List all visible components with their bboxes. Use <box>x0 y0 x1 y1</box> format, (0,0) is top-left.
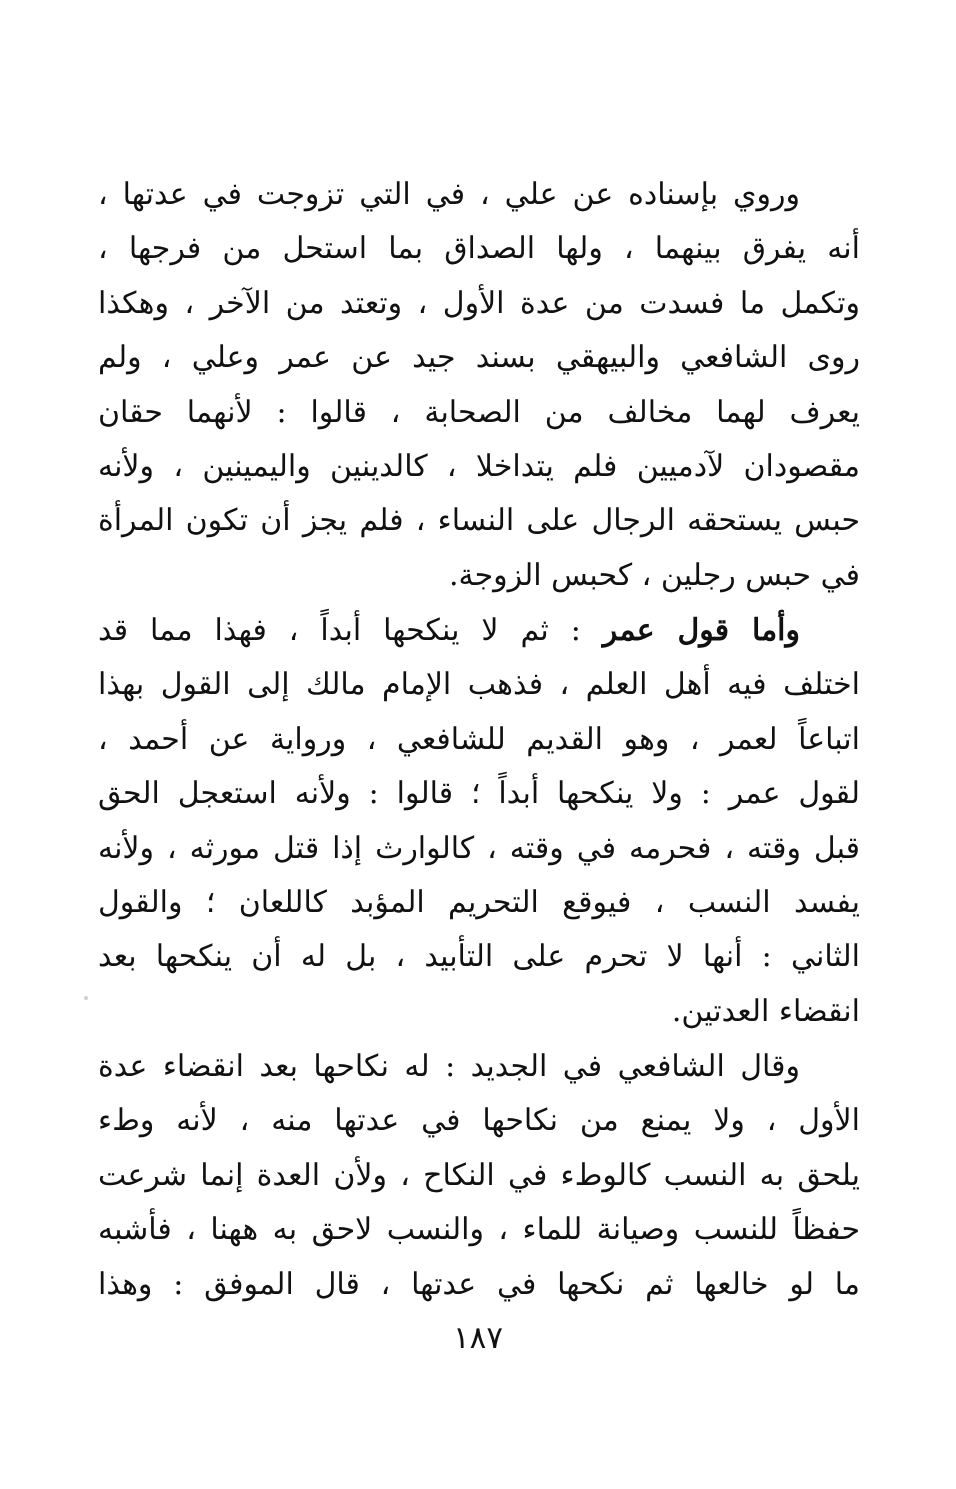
paragraph-line: مقصودان لآدميين فلم يتداخلا ، كالدينين واليمينين ، ولأنه <box>98 448 860 484</box>
paragraph-line: وروي بإسناده عن علي ، في التي تزوجت في عدتها ، <box>98 177 800 212</box>
paragraph-line: أنه يفرق بينهما ، ولها الصداق بما استحل من فرجها ، <box>98 231 860 267</box>
paragraph-3 <box>98 1040 860 1312</box>
paragraph-line: حبس يستحقه الرجال على النساء ، فلم يجز أن تكون المرأة <box>98 503 860 539</box>
paragraph-line: ما لو خالعها ثم نكحها في عدتها ، قال الموفق : وهذا <box>98 1266 860 1302</box>
paragraph-line: وقال الشافعي في الجديد : له نكاحها بعد انقضاء عدة <box>98 1049 800 1084</box>
bold-lead-phrase: وأما قول عمر <box>602 613 800 648</box>
paragraph-1 <box>98 168 860 603</box>
paragraph-line-rest: : ثم لا ينكحها أبداً ، فهذا مما قد <box>98 613 603 648</box>
paragraph-line: الأول ، ولا يمنع من نكاحها في عدتها منه ، لأنه وطء <box>98 1103 860 1139</box>
paragraph-line: اختلف فيه أهل العلم ، فذهب الإمام مالك إلى القول بهذا <box>98 667 860 703</box>
paragraph-line: الثاني : أنها لا تحرم على التأبيد ، بل له أن ينكحها بعد <box>98 939 860 975</box>
paragraph-line: قبل وقته ، فحرمه في وقته ، كالوارث إذا قتل مورثه ، ولأنه <box>98 830 860 866</box>
margin-speck <box>84 996 88 1000</box>
paragraph-line: في حبس رجلين ، كحبس الزوجة. <box>448 557 860 593</box>
page-number: ١٨٧ <box>453 1320 503 1356</box>
paragraph-line: حفظاً للنسب وصيانة للماء ، والنسب لاحق به ههنا ، فأشبه <box>98 1212 860 1248</box>
paragraph-line: انقضاء العدتين. <box>671 993 860 1029</box>
paragraph-line: روى الشافعي والبيهقي بسند جيد عن عمر وعلي ، ولم <box>98 340 860 376</box>
paragraph-line: يعرف لهما مخالف من الصحابة ، قالوا : لأنهما حقان <box>98 394 860 430</box>
paragraph-2 <box>98 604 860 1039</box>
paragraph-line: يفسد النسب ، فيوقع التحريم المؤبد كاللعان ؛ والقول <box>98 884 860 920</box>
paragraph-line: يلحق به النسب كالوطء في النكاح ، ولأن العدة إنما شرعت <box>98 1157 860 1193</box>
paragraph-line: لقول عمر : ولا ينكحها أبداً ؛ قالوا : ولأنه استعجل الحق <box>98 776 860 812</box>
paragraph-line: اتباعاً لعمر ، وهو القديم للشافعي ، ورواية عن أحمد ، <box>98 721 860 757</box>
paragraph-line: وتكمل ما فسدت من عدة الأول ، وتعتد من الآخر ، وهكذا <box>98 285 860 321</box>
paragraph-line <box>98 604 860 658</box>
